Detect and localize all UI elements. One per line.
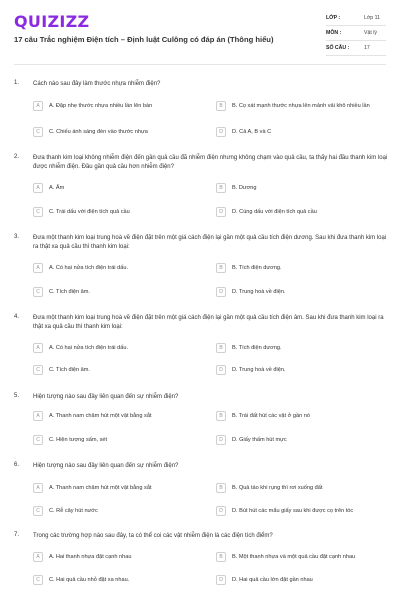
option-d[interactable] xyxy=(216,205,388,219)
option-letter-badge: D xyxy=(216,506,226,516)
option-letter-badge: A xyxy=(33,101,43,111)
option-letter-badge: C xyxy=(33,127,43,137)
option-letter-badge: C xyxy=(33,287,43,297)
question-number: 2. xyxy=(14,154,20,160)
option-letter-badge: A xyxy=(33,483,43,493)
question-number: 1. xyxy=(14,80,20,86)
question-text: Hiện tượng nào sau đây liên quan đến sự nhiễm điện? xyxy=(33,463,179,469)
meta-label: LỚP : xyxy=(326,15,341,21)
question-text: Cách nào sau đây làm thước nhựa nhiễm điện? xyxy=(33,81,161,87)
question-number: 6. xyxy=(14,462,20,468)
question-text: Hiện tượng nào sau đây liên quan đến sự nhiễm điện? xyxy=(33,394,179,400)
page-title: 17 câu Trắc nghiệm Điện tích – Định luật Culông có đáp án (Thông hiểu) xyxy=(14,35,274,44)
option-b[interactable] xyxy=(216,409,388,423)
option-c[interactable] xyxy=(33,573,203,587)
header-divider xyxy=(14,64,386,65)
option-letter-badge: D xyxy=(216,365,226,375)
option-text: B. Trái đất hút các vật ở gần nó xyxy=(232,412,310,419)
option-letter-badge: A xyxy=(33,411,43,421)
option-text: A. Đặp nhẹ thước nhựa nhiều lần lên bàn xyxy=(49,102,153,109)
option-text: C. Tích điện âm. xyxy=(49,366,90,373)
option-d[interactable] xyxy=(216,433,388,447)
option-letter-badge: D xyxy=(216,435,226,445)
question-number: 7. xyxy=(14,532,20,538)
option-letter-badge: B xyxy=(216,411,226,421)
option-a[interactable] xyxy=(33,341,203,355)
meta-label: MÔN : xyxy=(326,30,342,36)
option-text: C. Hiện tượng sấm, sét xyxy=(49,436,108,443)
option-letter-badge: C xyxy=(33,506,43,516)
option-text: C. Tích điện âm. xyxy=(49,288,90,295)
option-text: D. Hai quả cầu lớn đặt gần nhau xyxy=(232,576,313,583)
option-letter-badge: A xyxy=(33,263,43,273)
option-text: A. Thanh nam châm hút một vật bằng sắt xyxy=(49,412,152,419)
option-c[interactable] xyxy=(33,433,203,447)
option-letter-badge: D xyxy=(216,287,226,297)
option-text: C. Hai quả cầu nhỏ đặt xa nhau. xyxy=(49,576,130,583)
option-letter-badge: D xyxy=(216,207,226,217)
meta-value: 17 xyxy=(364,45,370,51)
option-letter-badge: B xyxy=(216,343,226,353)
option-d[interactable] xyxy=(216,285,388,299)
option-text: A. Hai thanh nhựa đặt cạnh nhau xyxy=(49,553,132,560)
question-number: 5. xyxy=(14,393,20,399)
option-b[interactable] xyxy=(216,261,388,275)
option-text: B. Tích điện dương. xyxy=(232,344,282,351)
option-c[interactable] xyxy=(33,285,203,299)
option-text: B. Dương xyxy=(232,184,257,191)
option-text: C. Rễ cây hút nước xyxy=(49,507,98,514)
option-text: B. Tích điện dương. xyxy=(232,264,282,271)
option-letter-badge: D xyxy=(216,575,226,585)
option-text: A. Có hai nửa tích điện trái dấu. xyxy=(49,264,128,271)
question-text: Đưa một thanh kim loại trung hoà về điện đặt trên một giá cách điện lại gần một quả cầu tích điện âm. Sau khi đưa thanh kim loại ra thật xa quả cầu thì thanh kim loại: xyxy=(33,315,384,330)
option-b[interactable] xyxy=(216,550,388,564)
option-text: D. Trung hoà về điện. xyxy=(232,366,286,373)
option-letter-badge: B xyxy=(216,101,226,111)
option-b[interactable] xyxy=(216,481,388,495)
option-a[interactable] xyxy=(33,481,203,495)
option-letter-badge: B xyxy=(216,183,226,193)
option-d[interactable] xyxy=(216,125,388,139)
option-b[interactable] xyxy=(216,181,388,195)
option-a[interactable] xyxy=(33,409,203,423)
quizizz-logo: QUIZIZZ xyxy=(14,12,90,31)
option-text: D. Cả A, B và C xyxy=(232,128,272,135)
option-text: C. Trái dấu với điện tích quả cầu xyxy=(49,208,130,215)
option-letter-badge: C xyxy=(33,435,43,445)
option-text: B. Cọ xát mạnh thước nhựa lên mảnh vải khô nhiều lần xyxy=(232,102,370,109)
option-letter-badge: C xyxy=(33,207,43,217)
option-text: D. Trung hoà về điện. xyxy=(232,288,286,295)
option-c[interactable] xyxy=(33,205,203,219)
option-letter-badge: B xyxy=(216,263,226,273)
option-letter-badge: C xyxy=(33,575,43,585)
option-text: B. Một thanh nhựa và một quả cầu đặt cạnh nhau xyxy=(232,553,356,560)
option-letter-badge: A xyxy=(33,183,43,193)
meta-value: Lớp 11 xyxy=(364,15,380,21)
option-a[interactable] xyxy=(33,99,203,113)
meta-row-grade xyxy=(326,12,386,26)
page-header xyxy=(0,0,400,62)
question-text: Trong các trường hợp nào sau đây, ta có thể coi các vật nhiễm điện là các điện tích điểm? xyxy=(33,533,273,539)
option-text: A. Thanh nam châm hút một vật bằng sắt xyxy=(49,484,152,491)
meta-row-count xyxy=(326,42,386,56)
option-text: B. Quả táo khi rụng thì rơi xuống đất xyxy=(232,484,323,491)
option-text: C. Chiếu ánh sáng đèn vào thước nhựa xyxy=(49,128,148,135)
option-a[interactable] xyxy=(33,261,203,275)
question-text: Đưa một thanh kim loại trung hoà về điện đặt trên một giá cách điện lại gần một quả cầu tích điện dương. Sau khi đưa thanh kim loại ra thật xa quả cầu thì thanh kim loại: xyxy=(33,235,387,250)
option-d[interactable] xyxy=(216,363,388,377)
question-number: 4. xyxy=(14,314,20,320)
meta-label: SỐ CÂU : xyxy=(326,45,350,51)
option-letter-badge: A xyxy=(33,343,43,353)
option-letter-badge: D xyxy=(216,127,226,137)
option-a[interactable] xyxy=(33,550,203,564)
option-d[interactable] xyxy=(216,504,388,518)
meta-value: Vật lý xyxy=(364,30,377,36)
option-b[interactable] xyxy=(216,341,388,355)
option-text: A. Có hai nửa tích điện trái dấu. xyxy=(49,344,128,351)
option-a[interactable] xyxy=(33,181,203,195)
option-letter-badge: B xyxy=(216,552,226,562)
meta-row-subject xyxy=(326,27,386,41)
option-text: D. Giấy thấm hút mực xyxy=(232,436,287,443)
option-c[interactable] xyxy=(33,125,203,139)
option-c[interactable] xyxy=(33,363,203,377)
option-letter-badge: B xyxy=(216,483,226,493)
question-number: 3. xyxy=(14,234,20,240)
option-text: D. Cùng dấu với điện tích quả cầu xyxy=(232,208,317,215)
question-text: Đưa thanh kim loại không nhiễm điện đến gần quả cầu đã nhiễm điện nhưng không chạm vào quả cầu, ta thấy hai đầu thanh kim loại được nhiễm điện. Đầu gần quả cầu hơn nhiễm điện? xyxy=(33,155,388,170)
option-d[interactable] xyxy=(216,573,388,587)
option-b[interactable] xyxy=(216,99,388,113)
option-letter-badge: A xyxy=(33,552,43,562)
option-text: D. Bút hút các mẩu giấy sau khi được cọ trên tóc xyxy=(232,507,354,514)
option-text: A. Âm xyxy=(49,184,65,191)
option-c[interactable] xyxy=(33,504,203,518)
option-letter-badge: C xyxy=(33,365,43,375)
